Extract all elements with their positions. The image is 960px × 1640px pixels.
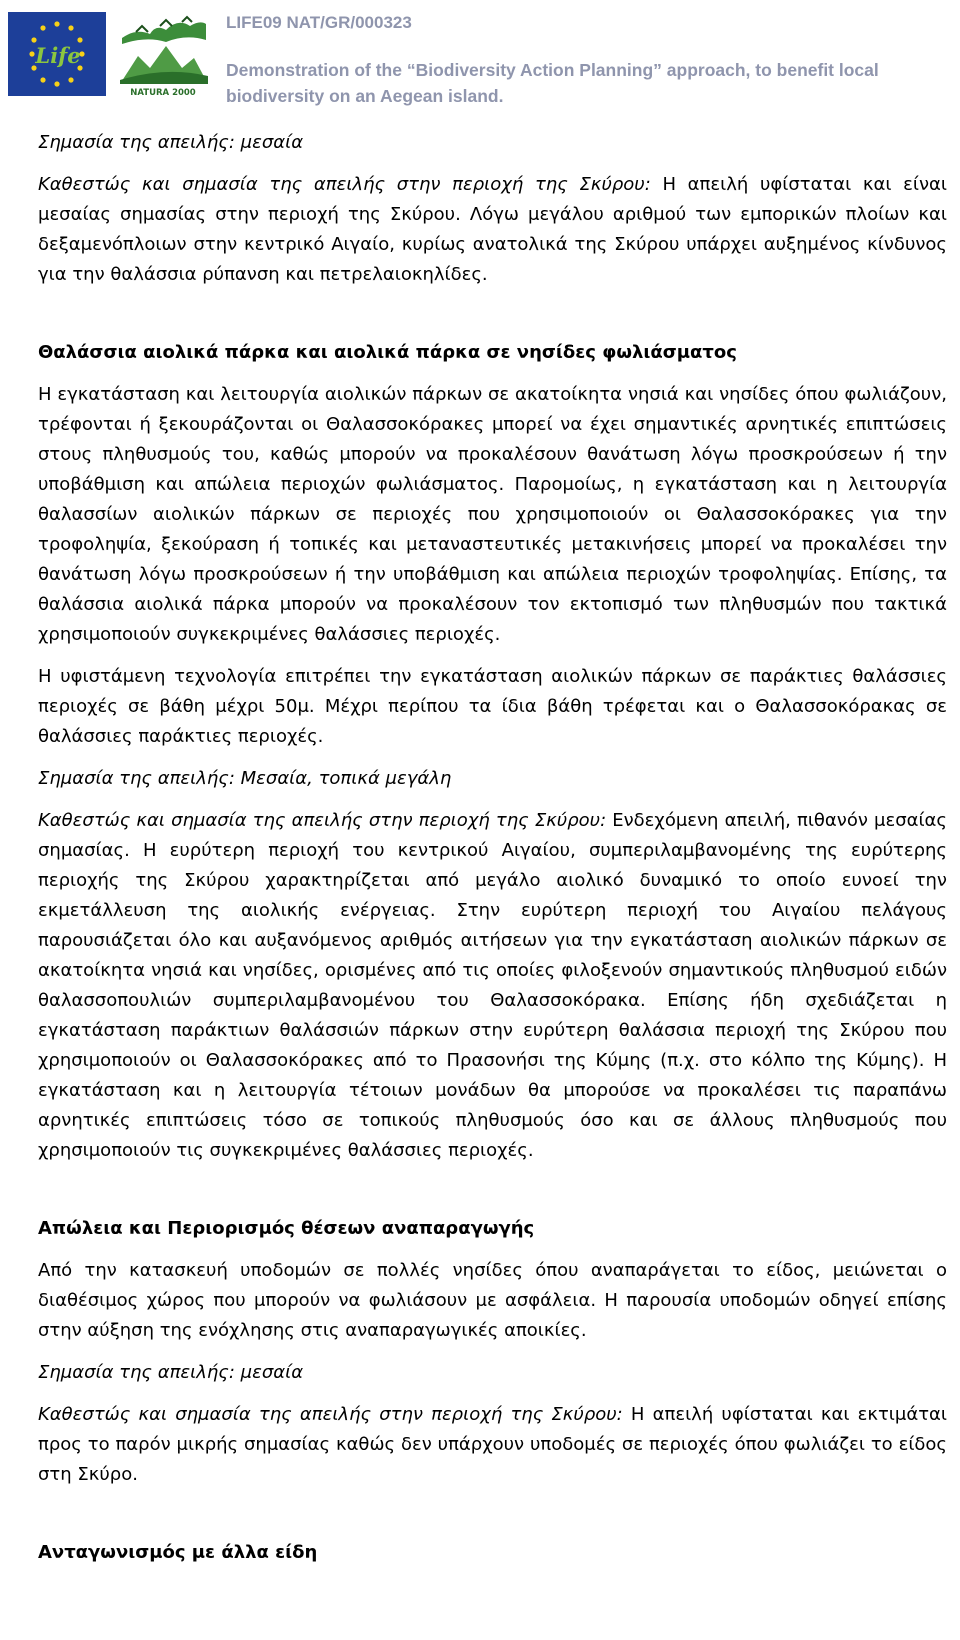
project-id: LIFE09 NAT/GR/000323 [226, 13, 412, 32]
threat-status-label: Καθεστώς και σημασία της απειλής στην περιοχή της Σκύρου: [38, 174, 651, 195]
threat-status-text: Η απειλή υφίσταται και εκτιμάται προς το παρόν μικρής σημασίας καθώς δεν υπάρχουν υποδομές σε περιοχές όπου φωλιάζει το είδος στη Σκύρο. [38, 1404, 947, 1485]
section-heading: Θαλάσσια αιολικά πάρκα και αιολικά πάρκα σε νησίδες φωλιάσματος [38, 342, 737, 363]
document-body [38, 128, 947, 1568]
body-paragraph: Η υφιστάμενη τεχνολογία επιτρέπει την εγκατάσταση αιολικών πάρκων σε παράκτιες θαλάσσιες περιοχές σε βάθη μέχρι 50μ. Μέχρι περίπου τα ίδια βάθη τρέφεται και ο Θαλασσοκόρακας σε θαλάσσιες παράκτιες περιοχές. [38, 666, 947, 747]
threat-significance: Σημασία της απειλής: Μεσαία, τοπικά μεγάλη [38, 768, 452, 789]
body-paragraph: Η εγκατάσταση και λειτουργία αιολικών πάρκων σε ακατοίκητα νησιά και νησίδες όπου φωλιάζουν, τρέφονται ή ξεκουράζονται οι Θαλασσοκόρακες μπορεί να έχει σημαντικές αρνητικές επιπτώσεις στους πληθυσμούς του, καθώς μπορούν να προκαλέσουν θανάτωση λόγω προσκρούσεων ή την υποβάθμιση και απώλεια περιοχών φωλιάσματος. Παρομοίως, η εγκατάσταση και η λειτουργία θαλασσίων αιολικών πάρκων σε περιοχές που χρησιμοποιούν οι Θαλασσοκόρακες για την τροφοληψία, ξεκούραση ή τοπικές και μεταναστευτικές μετακινήσεις μπορεί να προκαλέσει την θανάτωση λόγω προσκρούσεων ή την υποβάθμιση και απώλεια περιοχών τροφοληψίας. Επίσης, τα θαλάσσια αιολικά πάρκα μπορούν να προκαλέσουν τον εκτοπισμό των πληθυσμών που τακτικά χρησιμοποιούν συγκεκριμένες θαλάσσιες περιοχές. [38, 384, 947, 645]
body-paragraph: Από την κατασκευή υποδομών σε πολλές νησίδες όπου αναπαράγεται το είδος, μειώνεται ο διαθέσιμος χώρος που μπορούν να φωλιάσουν με ασφάλεια. Η παρουσία υποδομών οδηγεί επίσης στην αύξηση της ενόχλησης στις αναπαραγωγικές αποικίες. [38, 1260, 947, 1341]
life-logo [8, 12, 106, 96]
natura-2000-logo [116, 10, 210, 98]
threat-significance: Σημασία της απειλής: μεσαία [38, 132, 304, 153]
threat-status-text: Ενδεχόμενη απειλή, πιθανόν μεσαίας σημασίας. Η ευρύτερη περιοχή του κεντρικού Αιγαίου, συμπεριλαμβανομένης της ευρύτερης περιοχής της Σκύρου χαρακτηρίζεται από μεγάλο αιολικό δυναμικό το οποίο ευνοεί την εκμετάλλευση της αιολικής ενέργειας. Στην ευρύτερη περιοχή του Αιγαίου πελάγους παρουσιάζεται όλο και αυξανόμενος αριθμός αιτήσεων για την εγκατάσταση αιολικών πάρκων σε ακατοίκητα νησιά και νησίδες, ορισμένες από τις οποίες φιλοξενούν σημαντικούς πληθυσμού ειδών θαλασσοπουλιών συμπεριλαμβανομένου του Θαλασσοκόρακα. Επίσης ήδη σχεδιάζεται η εγκατάσταση παράκτιων θαλάσσιών πάρκων στην ευρύτερη θαλάσσια περιοχή της Σκύρου που χρησιμοποιούν οι Θαλασσοκόρακες από το Πρασονήσι της Κύμης (π.χ. στο κόλπο της Κύμης). Η εγκατάσταση και η λειτουργία τέτοιων μονάδων θα μπορούσε να προκαλέσει τις παραπάνω αρνητικές επιπτώσεις τόσο σε τοπικούς πληθυσμούς όσο και σε άλλους πληθυσμούς που χρησιμοποιούν τις συγκεκριμένες θαλάσσιες περιοχές. [38, 810, 947, 1161]
natura-logo-text: NATURA 2000 [130, 88, 196, 98]
threat-status [38, 806, 947, 1166]
life-logo-text: Life [35, 43, 81, 68]
section-heading: Ανταγωνισμός με άλλα είδη [38, 1542, 318, 1563]
threat-status [38, 1400, 947, 1490]
threat-status-label: Καθεστώς και σημασία της απειλής στην περιοχή της Σκύρου: [38, 810, 607, 831]
section-heading: Απώλεια και Περιορισμός θέσεων αναπαραγωγής [38, 1218, 535, 1239]
threat-status [38, 170, 947, 290]
threat-status-text: Η απειλή υφίσταται και είναι μεσαίας σημασίας στην περιοχή της Σκύρου. Λόγω μεγάλου αριθμού των εμπορικών πλοίων και δεξαμενόπλοιων στην κεντρικό Αιγαίο, κυρίως ανατολικά της Σκύρου υπάρχει αυξημένος κίνδυνος για την θαλάσσια ρύπανση και πετρελαιοκηλίδες. [38, 174, 948, 285]
document-header [0, 0, 960, 110]
threat-status-label: Καθεστώς και σημασία της απειλής στην περιοχή της Σκύρου: [38, 1404, 623, 1425]
project-title: Demonstration of the “Biodiversity Action Planning” approach, to benefit local biodiversity on an Aegean island. [226, 60, 879, 106]
threat-significance: Σημασία της απειλής: μεσαία [38, 1362, 304, 1383]
